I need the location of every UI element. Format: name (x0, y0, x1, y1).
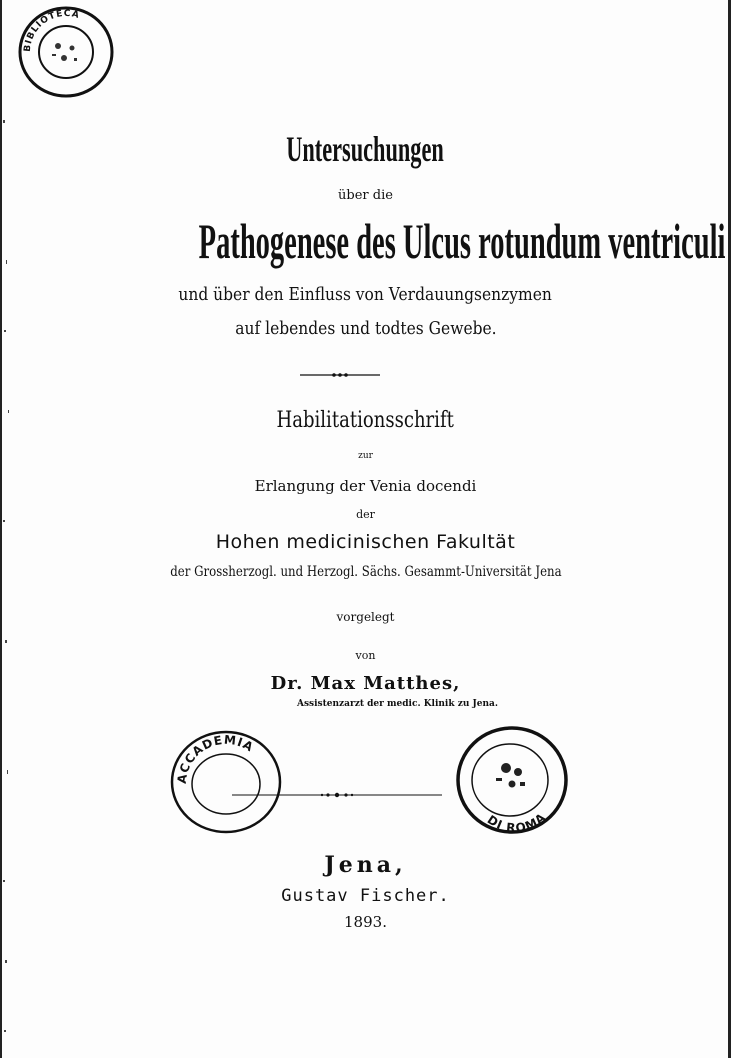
main-title: Pathogenese des Ulcus rotundum ventriculi (198, 213, 726, 269)
author-role: Assistenzarzt der medic. Klinik zu Jena. (297, 699, 498, 709)
der-text: der (356, 508, 375, 521)
imprint-city: Jena, (324, 852, 407, 878)
library-stamp-top (12, 2, 120, 102)
imprint-year: 1893. (344, 913, 387, 931)
title-line-2: über die (338, 188, 393, 203)
vorgelegt-text: vorgelegt (336, 610, 395, 624)
title-line-4: und über den Einfluss von Verdauungsenzymen (178, 284, 553, 305)
library-stamp-right (452, 722, 572, 840)
academy-stamp-left (164, 720, 288, 836)
stamp-right-text: DI ROMA (484, 809, 549, 836)
title-line-1: Untersuchungen (286, 129, 445, 169)
fakultaet-text: Hohen medicinischen Fakultät (215, 531, 516, 553)
title-line-5: auf lebendes und todtes Gewebe. (234, 318, 497, 339)
habil-heading: Habilitationsschrift (276, 408, 455, 433)
imprint-publisher: Gustav Fischer. (281, 886, 450, 906)
universitaet-text: der Grossherzogl. und Herzogl. Sächs. Gesammt-Universität Jena (169, 564, 562, 580)
ornament-rule-middle (232, 788, 442, 802)
von-text: von (355, 649, 376, 662)
erlangung-text: Erlangung der Venia docendi (254, 477, 477, 495)
author-name: Dr. Max Matthes, (270, 673, 461, 694)
stamp-top-text: BIBLIOTECA (22, 8, 81, 53)
ornament-rule-top (300, 370, 380, 380)
zur-text: zur (358, 451, 373, 461)
stamp-left-text: ACCADEMIA (174, 732, 257, 785)
